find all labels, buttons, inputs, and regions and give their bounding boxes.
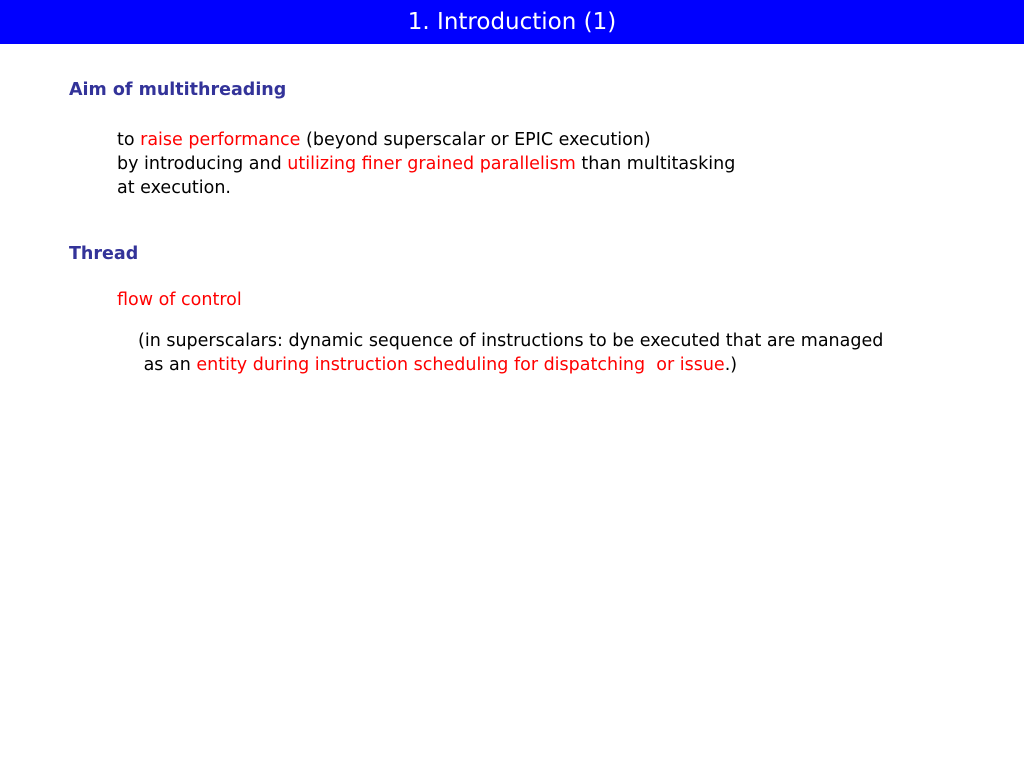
aim-heading: Aim of multithreading (69, 80, 287, 100)
slide-title: 1. Introduction (1) (407, 9, 617, 35)
thread-note (138, 329, 883, 377)
aim-line-1 (117, 128, 735, 152)
thread-heading: Thread (69, 244, 139, 264)
aim-description (117, 128, 735, 200)
thread-note-line-2-rest: .) (724, 355, 738, 375)
aim-line-2 (117, 152, 735, 176)
aim-line-3 (117, 176, 735, 200)
aim-line-1-text: to (117, 130, 141, 150)
aim-line-2-text: by introducing and (117, 154, 288, 174)
aim-line-1-rest: (beyond superscalar or EPIC execution) (300, 130, 651, 150)
thread-definition: flow of control (117, 290, 242, 310)
thread-note-line-1: (in superscalars: dynamic sequence of instructions to be executed that are managed (138, 331, 884, 351)
slide-title-bar (0, 0, 1024, 44)
aim-line-2-rest: than multitasking (575, 154, 736, 174)
thread-note-line-2-text: as an (138, 355, 197, 375)
thread-note-line-2 (138, 353, 883, 377)
aim-highlight-raise-performance: raise performance (140, 130, 301, 150)
aim-line-3-text: at execution. (117, 178, 231, 198)
thread-note-highlight: entity during instruction scheduling for dispatching or issue (196, 355, 725, 375)
aim-highlight-parallelism: utilizing finer grained parallelism (287, 154, 576, 174)
